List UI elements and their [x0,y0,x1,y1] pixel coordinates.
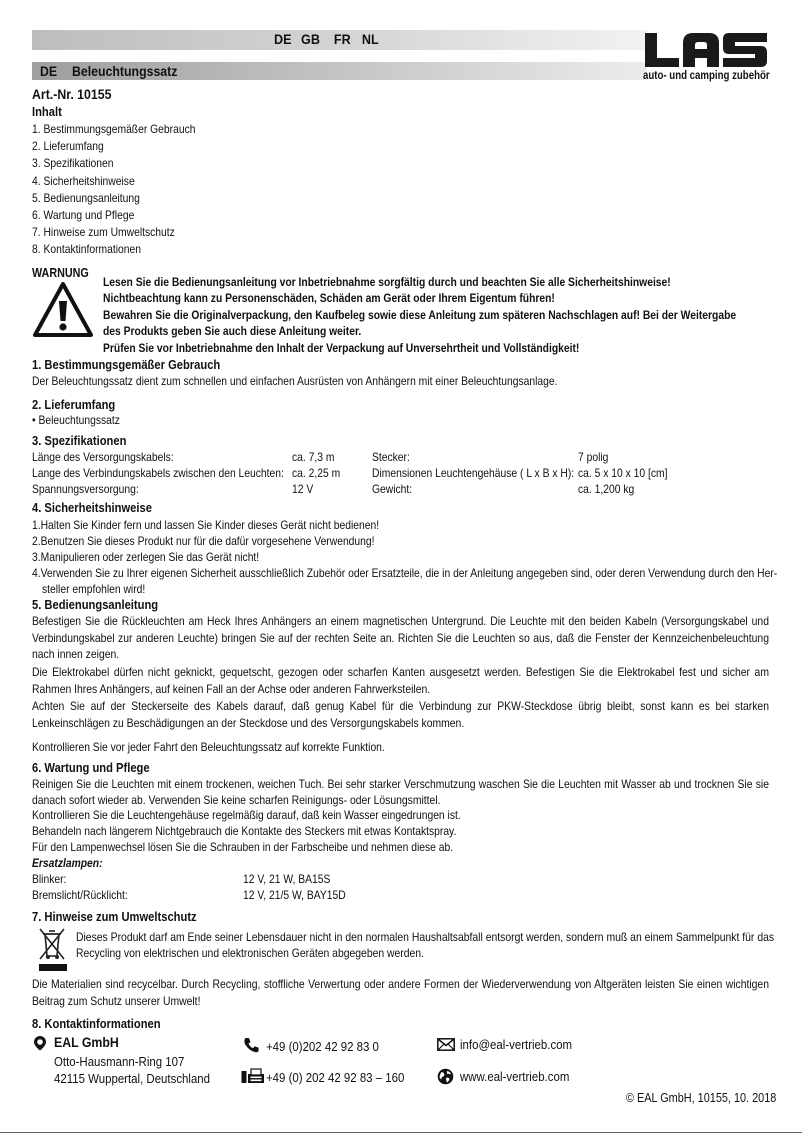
s5-paragraph-3: Achten Sie auf der Steckerseite des Kabels darauf, daß genug Kabel für die Verbindung zur PKW-Steckdose übrig bleibt, sonst kann es bei starken Lenkeinschlägen zu Beschädigungen an der Steckdose und des Versorgungskabels kommen. [32,699,769,730]
section-lang: DE [40,63,58,79]
spec-value: ca. 5 x 10 x 10 [cm] [578,466,668,480]
s6-line-2: Kontrollieren Sie die Leuchtengehäuse regelmäßig darauf, daß kein Wasser eingedrungen ist. [32,808,461,822]
s3-heading: 3. Spezifikationen [32,433,127,448]
spec-label: Gewicht: [372,482,413,496]
warning-line: Prüfen Sie vor Inbetriebnahme den Inhalt der Verpackung auf Unversehrtheit und Vollständigkeit! [103,340,580,355]
warning-line: Lesen Sie die Bedienungsanleitung vor Inbetriebnahme sorgfältig durch und beachten Sie alle Sicherheitshinweise! [103,275,671,289]
list-item[interactable]: 2. Lieferumfang [32,139,104,154]
company-street: Otto-Hausmann-Ring 107 [54,1054,185,1069]
lamp-value: 12 V, 21 W, BA15S [243,872,331,886]
lamp-label: Bremslicht/Rücklicht: [32,888,128,902]
s2-item: • Beleuchtungssatz [32,413,120,427]
contents-heading: Inhalt [32,104,62,119]
spec-value: 12 V [292,482,314,496]
s6-line-3: Behandeln nach längerem Nichtgebrauch die Kontakte des Steckers mit etwas Kontaktspray. [32,824,457,838]
article-number: Art.-Nr. 10155 [32,86,112,102]
list-item[interactable]: 8. Kontaktinformationen [32,242,142,257]
lamp-value: 12 V, 21/5 W, BAY15D [243,888,346,902]
s1-text: Der Beleuchtungssatz dient zum schnellen und einfachen Ausrüsten von Anhängern mit einer Beleuchtungsanlage. [32,374,558,388]
website-link[interactable]: www.eal-vertrieb.com [460,1069,570,1084]
email-link[interactable]: info@eal-vertrieb.com [460,1037,573,1052]
mail-icon [437,1038,455,1056]
copyright-footer: © EAL GmbH, 10155, 10. 2018 [626,1091,777,1105]
s5-paragraph-4: Kontrollieren Sie vor jeder Fahrt den Beleuchtungssatz auf korrekte Funktion. [32,740,385,754]
spec-label: Dimensionen Leuchtengehäuse ( L x B x H): [372,466,575,480]
lang-nl[interactable]: NL [361,31,379,47]
list-item: steller empfohlen wird! [42,582,146,596]
list-item[interactable]: 5. Bedienungsanleitung [32,190,140,205]
s5-paragraph-2: Die Elektrokabel dürfen nicht geknickt, gequetscht, gezogen oder scharfen Kanten ausgesetzt werden. Befestigen Sie die Elektrokabel fest und sicher am Rahmen Ihres Anhängers, auf keinen Fall an der Achse oder anderen Fahrwerksteilen. [32,665,769,696]
company-city: 42115 Wuppertal, Deutschland [54,1071,211,1086]
fax-icon [241,1068,265,1089]
spec-value: ca. 2,25 m [292,466,341,480]
spec-value: ca. 1,200 kg [578,482,635,496]
weee-bin-icon [36,926,70,977]
spec-value: ca. 7,3 m [292,450,335,464]
s7-paragraph-1: Dieses Produkt darf am Ende seiner Lebensdauer nicht in den normalen Haushaltsabfall entsorgt werden, sondern muß an einem Sammelpunkt für das Recycling von elektrischen und elektronischen Geräten abgegeben werden. [76,930,775,960]
lang-gb[interactable]: GB [301,31,320,47]
spec-table [32,450,772,498]
phone-number[interactable]: +49 (0)202 42 92 83 0 [266,1039,379,1054]
location-pin-icon [33,1035,47,1056]
warning-line: Nichtbeachtung kann zu Personenschäden, Schäden am Gerät oder Ihrem Eigentum führen! [103,291,555,306]
phone-icon [243,1037,259,1058]
s2-heading: 2. Lieferumfang [32,397,116,412]
s4-list [32,517,802,597]
list-item[interactable]: 6. Wartung und Pflege [32,208,135,223]
logo-tagline: auto- und camping zubehör [643,70,770,82]
las-logo [643,31,771,69]
spec-label: Spannungsversorgung: [32,482,139,496]
lang-de[interactable]: DE [273,31,292,47]
s5-heading: 5. Bedienungsanleitung [32,597,159,612]
s8-heading: 8. Kontaktinformationen [32,1016,161,1031]
s7-paragraph-2: Die Materialien sind recycelbar. Durch Recycling, stoffliche Verwertung oder andere Formen der Wiederverwendung von Altgeräten leisten Sie einen wichtigen Beitrag zum Schutz unserer Umwelt! [32,977,769,1008]
s6-paragraph-1: Reinigen Sie die Leuchten mit einem trockenen, weichen Tuch. Bei sehr starker Verschmutzung waschen Sie die Leuchten mit Wasser ab und trocknen Sie sie danach sofort wieder ab. Verwenden Sie keine scharfen Reinigungs- oder Lösungsmittel. [32,777,769,807]
list-item[interactable]: 1. Bestimmungsgemäßer Gebrauch [32,122,196,136]
warning-triangle-icon [32,281,94,344]
spec-label: Länge des Versorgungskabels: [32,450,174,464]
lamps-heading: Ersatzlampen: [32,856,103,870]
spec-label: Stecker: [372,450,410,464]
list-item: 3.Manipulieren oder zerlegen Sie das Gerät nicht! [32,550,260,564]
warning-label: WARNUNG [32,266,89,280]
lamp-label: Blinker: [32,872,67,886]
contents-list [32,121,222,259]
list-item[interactable]: 3. Spezifikationen [32,156,114,171]
list-item: 2.Benutzen Sie dieses Produkt nur für die dafür vorgesehene Verwendung! [32,534,375,548]
warning-text [103,274,802,356]
globe-icon [437,1068,454,1090]
lang-fr[interactable]: FR [333,31,351,47]
s5-paragraph-1: Befestigen Sie die Rückleuchten am Heck Ihres Anhängers an einem magnetischen Untergrund. Die Leuchte mit den beiden Kabeln (Versorgungskabel und Verbindungskabel zur anderen Leuchte) bringen Sie auf der rechten Seite an. Richten Sie die Leuchten so aus, daß die Fenster der Kennzeichenbeleuchtung nach innen zeigen. [32,614,769,661]
s1-heading: 1. Bestimmungsgemäßer Gebrauch [32,357,221,372]
fax-number[interactable]: +49 (0) 202 42 92 83 – 160 [266,1070,405,1085]
s6-heading: 6. Wartung und Pflege [32,760,150,775]
spec-value: 7 polig [578,450,609,464]
list-item[interactable]: 7. Hinweise zum Umweltschutz [32,225,175,240]
s4-heading: 4. Sicherheitshinweise [32,500,152,515]
s7-heading: 7. Hinweise zum Umweltschutz [32,909,197,924]
warning-line: Bewahren Sie die Originalverpackung, den Kaufbeleg sowie diese Anleitung zum späteren Nachschlagen auf! Bei der Weitergabe [103,307,737,322]
page-title: Beleuchtungssatz [72,63,178,79]
list-item: 4.Verwenden Sie zu Ihrer eigenen Sicherheit ausschließlich Zubehör oder Ersatzteile, die in der Anleitung angegeben sind, oder deren Verwendung durch den Her- [32,566,778,580]
spec-label: Lange des Verbindungskabels zwischen den Leuchten: [32,466,284,480]
list-item: 1.Halten Sie Kinder fern und lassen Sie Kinder dieses Gerät nicht bedienen! [32,518,380,532]
bottom-rule [0,1132,802,1133]
company-name: EAL GmbH [54,1034,119,1050]
warning-line: des Produkts geben Sie auch diese Anleitung weiter. [103,324,362,339]
s6-line-4: Für den Lampenwechsel lösen Sie die Schrauben in der Farbscheibe und nehmen diese ab. [32,840,454,854]
las-logo-graphic [643,31,771,69]
list-item[interactable]: 4. Sicherheitshinweise [32,173,135,188]
